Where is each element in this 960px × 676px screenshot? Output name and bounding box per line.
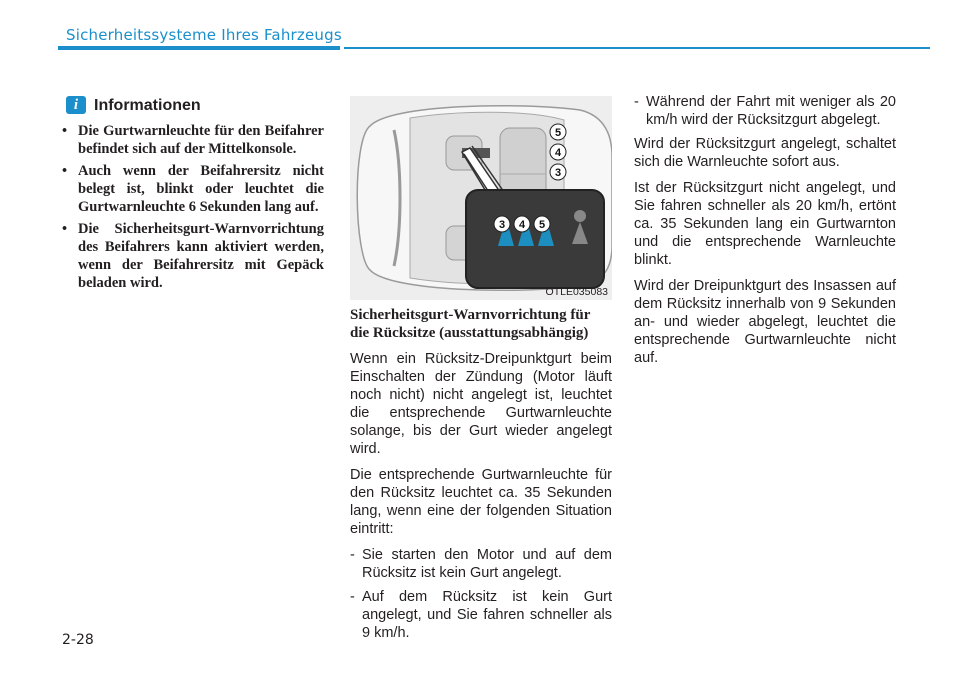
page-number: 2-28 <box>62 632 94 648</box>
paragraph: Ist der Rücksitzgurt nicht angelegt, und Sie fahren schneller als 20 km/h, ertönt ca. 35 Sekunden lang ein Gurtwarnton und die entsprechende Warnleuchte blinkt. <box>634 180 896 268</box>
info-bullet: • Die Gurtwarnleuchte für den Beifahrer befindet sich auf der Mittelkonsole. <box>62 122 324 158</box>
seatbelt-warning-figure <box>350 96 612 300</box>
indicator-number: 3 <box>498 219 506 231</box>
header-rule <box>344 47 930 49</box>
info-bullet: • Die Sicherheitsgurt-Warnvorrichtung des Beifahrers kann aktiviert werden, wenn der Beifahrersitz mit Gepäck beladen wird. <box>62 220 324 292</box>
seat-number: 4 <box>554 147 562 159</box>
figure-code: OTLE035083 <box>545 286 608 298</box>
dash-item: - Sie starten den Motor und auf dem Rücksitz ist kein Gurt angelegt. <box>350 546 612 582</box>
paragraph: Wird der Dreipunktgurt des Insassen auf dem Rücksitz innerhalb von 9 Sekunden an- und wieder abgelegt, leuchtet die entsprechende Gurtwarnleuchte nicht auf. <box>634 278 896 366</box>
info-title: Informationen <box>94 97 201 114</box>
info-bullet-list <box>62 122 324 296</box>
rear-seatbelt-section <box>350 306 612 648</box>
indicator-number: 4 <box>518 219 526 231</box>
dash-item: - Während der Fahrt mit weniger als 20 km/h wird der Rücksitzgurt abgelegt. <box>634 93 896 129</box>
rear-seatbelt-section-continued <box>634 93 896 375</box>
header-rule-accent <box>58 46 340 50</box>
section-heading: Sicherheitsgurt-Warnvorrichtung für die Rücksitze (ausstattungsabhängig) <box>350 307 591 341</box>
indicator-number: 5 <box>538 219 546 231</box>
paragraph: Die entsprechende Gurtwarnleuchte für den Rücksitz leuchtet ca. 35 Sekunden lang, wenn eine der folgenden Situation eintritt: <box>350 467 612 537</box>
car-topview-illustration <box>350 96 612 300</box>
section-header-title: Sicherheitssysteme Ihres Fahrzeugs <box>66 26 342 44</box>
info-bullet: • Auch wenn der Beifahrersitz nicht belegt ist, blinkt oder leuchtet die Gurtwarnleuchte 6 Sekunden lang auf. <box>62 162 324 216</box>
seat-number: 5 <box>554 127 562 139</box>
seat-number: 3 <box>554 167 562 179</box>
info-icon: i <box>66 96 86 114</box>
paragraph: Wenn ein Rücksitz-Dreipunktgurt beim Einschalten der Zündung (Motor läuft noch nicht) nicht angelegt ist, leuchtet die entsprechende Gurtwarnleuchte solange, bis der Gurt wieder angelegt wird. <box>350 351 612 457</box>
dash-item: - Auf dem Rücksitz ist kein Gurt angelegt, und Sie fahren schneller als 9 km/h. <box>350 588 612 642</box>
paragraph: Wird der Rücksitzgurt angelegt, schaltet sich die Warnleuchte sofort aus. <box>634 136 896 170</box>
